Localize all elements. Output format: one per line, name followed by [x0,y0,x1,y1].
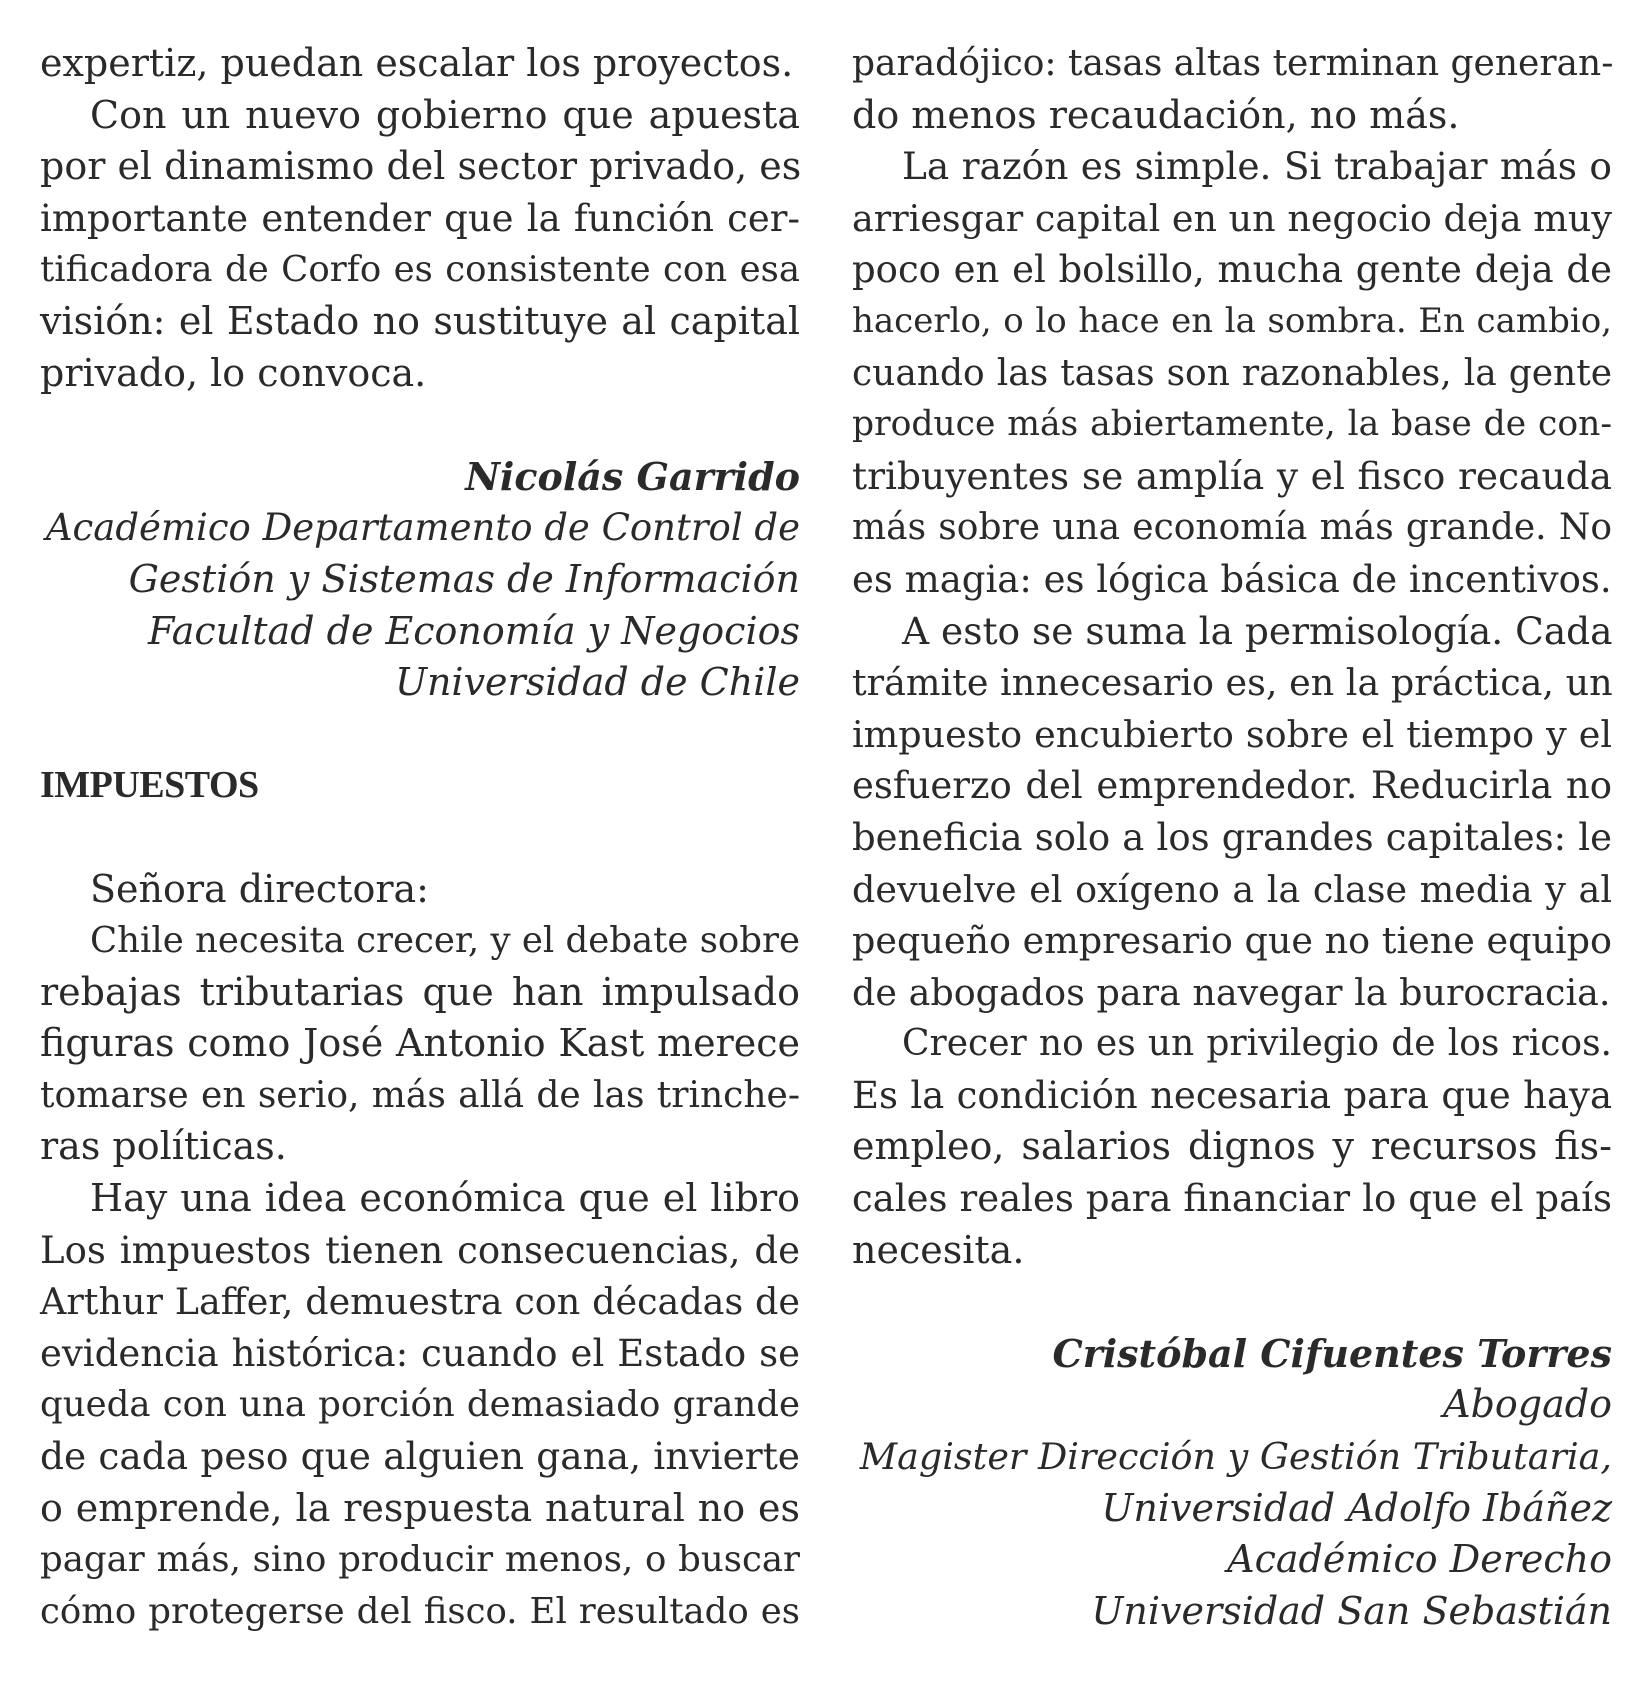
text-line: arriesgar capital en un negocio deja muy [852,196,1612,240]
text-line: Es la condición necesaria para que haya [852,1073,1612,1117]
text-line: tomarse en serio, más allá de las trinche- [40,1074,800,1116]
text-line: rebajas tributarias que han impulsado [40,969,800,1014]
right-column [852,38,1612,1637]
text-line: La razón es simple. Si trabajar más o [902,144,1612,189]
text-line: o emprende, la respuesta natural no es [40,1485,800,1530]
paragraph-laffer [40,1173,800,1637]
section-heading-impuestos: IMPUESTOS [40,764,259,807]
text-line: expertiz, puedan escalar los proyectos. [40,41,794,85]
text-line: esfuerzo del emprendedor. Reducirla no [852,764,1612,808]
text-line: hacerlo, o lo hace en la sombra. En cambio, [852,300,1612,341]
paragraph-permisologia [852,606,1612,1019]
text-line: devuelve el oxígeno a la clase media y al [852,867,1612,911]
text-line: Los impuestos tienen consecuencias, de [40,1228,800,1272]
author-credential: Abogado [1443,1382,1612,1427]
text-line: visión: el Estado no sustituye al capital [40,298,800,343]
text-line: poco en el bolsillo, mucha gente deja de [852,248,1612,292]
text-line: Crecer no es un privilegio de los ricos. [902,1023,1612,1065]
text-line: paradójico: tasas altas terminan generan- [852,43,1614,84]
text-line: cales reales para financiar lo que el país [852,1177,1612,1221]
author-credential: Facultad de Economía y Negocios [147,608,800,653]
text-line: Chile necesita crecer, y el debate sobre [90,920,800,962]
text-line: más sobre una economía más grande. No [852,507,1612,549]
text-line: ras políticas. [40,1124,287,1169]
text-line: figuras como José Antonio Kast merece [40,1021,800,1066]
text-line: pagar más, sino producir menos, o buscar [40,1539,800,1581]
text-line: de abogados para navegar la burocracia. [852,970,1611,1014]
text-line: tribuyentes se amplía y el fisco recauda [852,453,1612,498]
spacer [40,399,800,451]
text-line: do menos recaudación, no más. [852,92,1460,137]
paragraph-corfo [40,90,800,400]
author-credential: Académico Derecho [1227,1537,1612,1582]
paragraph-razon [852,141,1612,605]
text-line: es magia: es lógica básica de incentivos. [852,557,1612,601]
spacer [852,1276,1612,1328]
author-name: Cristóbal Cifuentes Torres [1052,1330,1612,1376]
text-line: beneficia solo a los grandes capitales: le [852,815,1612,859]
text-line: Con un nuevo gobierno que apuesta [90,92,800,137]
author-credential: Magister Dirección y Gestión Tributaria, [859,1435,1612,1479]
text-line: importante entender que la función cer- [40,196,800,240]
author-credential: Académico Departamento de Control de [45,506,800,550]
paragraph-chile [40,915,800,1173]
text-line: impuesto encubierto sobre el tiempo y el [852,712,1612,756]
paragraph-crecer [852,1018,1612,1276]
text-line: cómo protegerse del fisco. El resultado es [40,1590,800,1632]
signature-cristobal-cifuentes [852,1328,1612,1638]
author-credential: Universidad de Chile [394,660,800,705]
text-line: pequeño empresario que no tiene equipo [852,919,1612,963]
text-line: queda con una porción demasiado grande [40,1384,800,1426]
text-line: evidencia histórica: cuando el Estado se [40,1331,800,1375]
left-column [40,38,800,1637]
text-line: privado, lo convoca. [40,350,427,395]
text-line: empleo, salarios dignos y recursos fis- [852,1124,1612,1169]
author-credential: Universidad Adolfo Ibáñez [1101,1485,1612,1530]
paragraph-laffer-continuation [852,38,1612,141]
text-line: tificadora de Corfo es consistente con esa [40,249,800,291]
signature-nicolas-garrido [40,451,800,709]
text-line: de cada peso que alguien gana, invierte [40,1434,800,1479]
text-line: A esto se suma la permisología. Cada [902,608,1613,653]
text-line: cuando las tasas son razonables, la gente [852,352,1612,394]
author-credential: Gestión y Sistemas de Información [128,556,800,601]
spacer [40,709,800,761]
text-line: trámite innecesario es, en la práctica, un [852,661,1613,705]
text-line: produce más abiertamente, la base de con- [852,404,1612,445]
text-line: Hay una idea económica que el libro [90,1176,800,1221]
salutation: Señora directora: [90,866,429,911]
text-line: Arthur Laffer, demuestra con décadas de [40,1280,800,1324]
author-credential: Universidad San Sebastián [1091,1588,1612,1633]
text-line: necesita. [852,1227,1025,1272]
author-name: Nicolás Garrido [465,453,800,499]
text-line: por el dinamismo del sector privado, es [40,144,802,189]
spacer [40,812,800,864]
paragraph-corfo-continuation [40,38,800,90]
